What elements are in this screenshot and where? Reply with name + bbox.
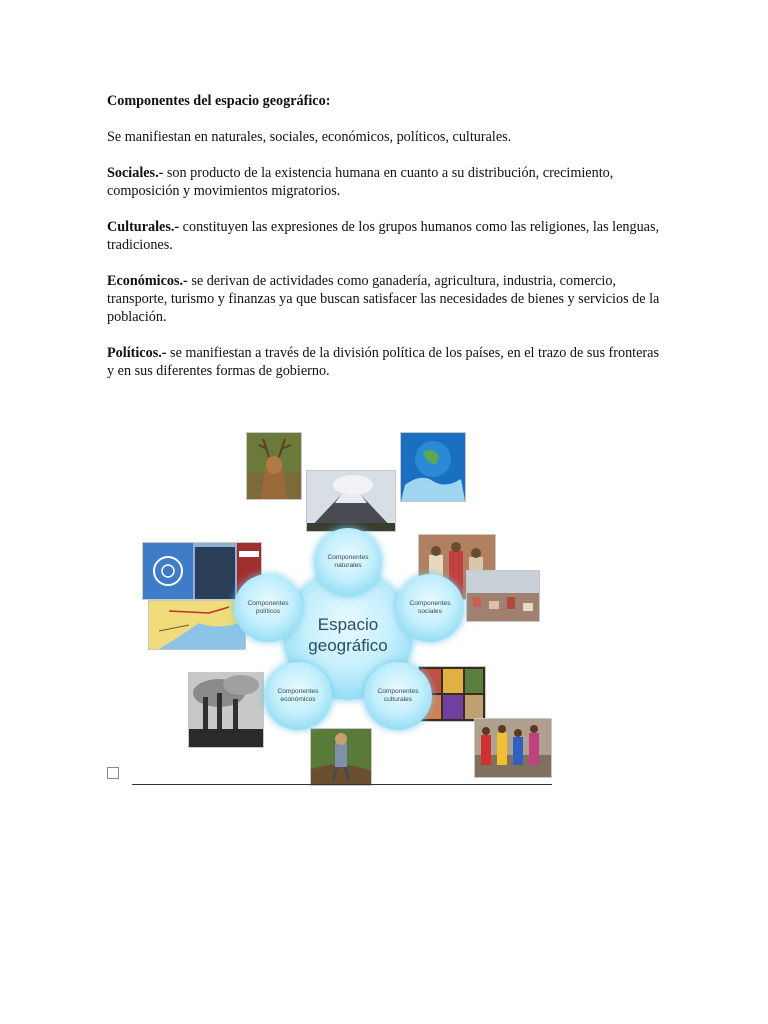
definition: se derivan de actividades como ganadería, agricultura, industria, comercio, transporte, turismo y finanzas ya que buscan satisfacer las necesidades de bienes y servicios de la población. — [107, 273, 660, 325]
term: Económicos.- — [107, 273, 188, 289]
paragraph-politicos — [107, 344, 667, 380]
paragraph-culturales — [107, 218, 667, 254]
city-photo — [466, 570, 540, 622]
volcano-photo — [306, 470, 396, 532]
farmer-photo — [310, 728, 372, 786]
center-label: Espacio geográfico — [308, 615, 388, 655]
node-label: Componentes sociales — [409, 600, 451, 615]
node-label: Componentes políticos — [247, 600, 289, 615]
definition: constituyen las expresiones de los grupos humanos como las religiones, las lenguas, tradiciones. — [107, 219, 660, 253]
deer-photo — [246, 432, 302, 500]
definition: son producto de la existencia humana en cuanto a su distribución, crecimiento, composición y movimientos migratorios. — [107, 165, 614, 199]
page-title: Componentes del espacio geográfico: — [107, 93, 331, 109]
node-label: Componentes económicos — [277, 688, 319, 703]
checkbox[interactable] — [107, 767, 119, 779]
node-naturales — [314, 528, 382, 596]
factory-photo — [188, 672, 264, 748]
term: Sociales.- — [107, 165, 164, 181]
node-politicos — [234, 574, 302, 642]
document-body — [107, 92, 667, 398]
definition: se manifiestan a través de la división política de los países, en el trazo de sus fronteras y en sus diferentes formas de gobierno. — [107, 345, 659, 379]
dancers-photo — [474, 718, 552, 778]
node-culturales — [364, 662, 432, 730]
paragraph-economicos — [107, 272, 667, 326]
paragraph-sociales — [107, 164, 667, 200]
term: Culturales.- — [107, 219, 180, 235]
term: Políticos.- — [107, 345, 167, 361]
espacio-geografico-diagram — [140, 428, 550, 788]
node-label: Componentes culturales — [377, 688, 419, 703]
node-label: Componentes naturales — [327, 554, 369, 569]
political-map-photo — [148, 600, 246, 650]
horizontal-rule — [132, 784, 552, 785]
earth-water-photo — [400, 432, 466, 502]
node-economicos — [264, 662, 332, 730]
intro-paragraph: Se manifiestan en naturales, sociales, económicos, políticos, culturales. — [107, 129, 512, 145]
node-sociales — [396, 574, 464, 642]
